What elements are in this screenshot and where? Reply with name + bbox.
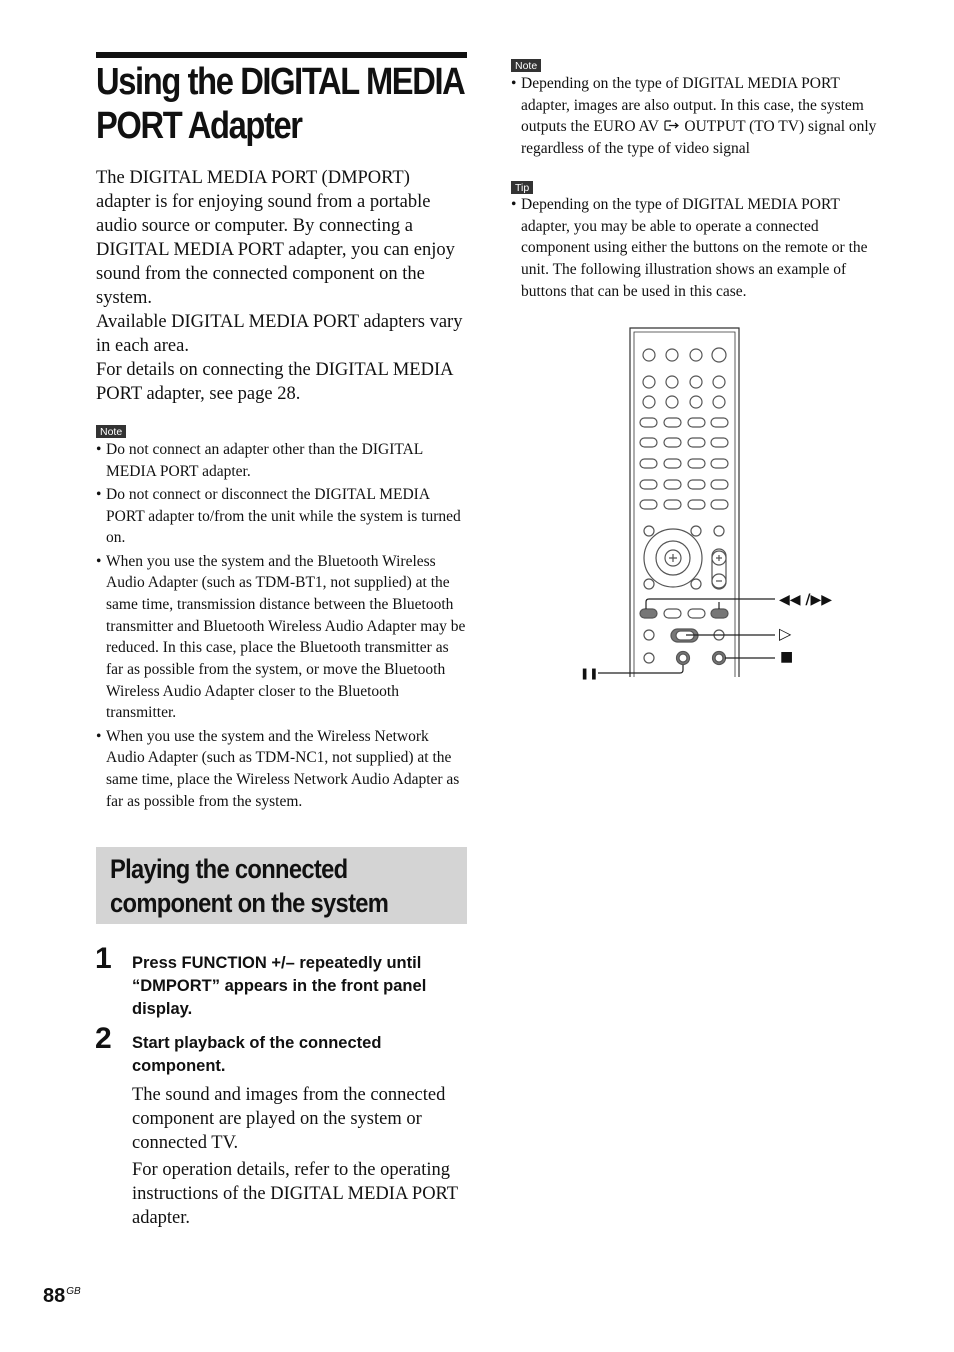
step-paragraph: For operation details, refer to the operating instructions of the DIGITAL MEDIA PORT adapter. — [132, 1160, 458, 1228]
tip-list — [511, 194, 891, 304]
section-title: Playing the connected component on the system — [110, 854, 389, 918]
page-number-suffix: GB — [66, 1286, 81, 1297]
page-number-value: 88 — [43, 1285, 66, 1307]
step-number: 2 — [95, 1022, 112, 1055]
pause-label: ❚❚ — [580, 667, 599, 680]
title-rule — [96, 52, 467, 58]
list-item: • Do not connect an adapter other than the DIGITAL MEDIA PORT adapter. — [96, 439, 468, 482]
navigation-pad — [644, 526, 726, 589]
intro-paragraph: Available DIGITAL MEDIA PORT adapters vary in each area. — [96, 312, 463, 356]
list-item: • Depending on the type of DIGITAL MEDIA PORT adapter, you may be able to operate a connected component using either the buttons on the remote or the unit. The following illustration shows an example of buttons that can be used in this case. — [511, 194, 891, 303]
tip-label: Tip — [511, 181, 533, 194]
round-buttons — [643, 348, 726, 408]
note-label: Note — [511, 59, 541, 72]
list-item: • When you use the system and the Bluetooth Wireless Audio Adapter (such as TDM-BT1, not supplied) at the same time, transmission distance between the Bluetooth transmitter and Bluetooth Wireless Audio Adapter may be reduced. In this case, place the Bluetooth transmitter as far as possible from the system, or move the Bluetooth Wireless Audio Adapter closer to the Bluetooth transmitter. — [96, 551, 468, 725]
note-list-left — [96, 439, 468, 814]
step-number: 1 — [95, 942, 112, 975]
note-list-right — [511, 73, 891, 161]
note-badge-right — [511, 56, 541, 74]
note-text-before: Depending on the type of DIGITAL MEDIA PORT adapter, images are also output. In this case, the system outputs the EURO AV — [521, 75, 864, 136]
note-text-after: OUTPUT (TO TV) signal only regardless of the type of video signal — [521, 118, 877, 158]
step-instruction: Start playback of the connected component. — [132, 1034, 382, 1075]
page-title: Using the DIGITAL MEDIA PORT Adapter — [96, 61, 464, 147]
remote-control-illustration — [570, 325, 870, 687]
euro-av-output-icon — [663, 119, 681, 132]
play-label: ▷ — [779, 624, 792, 643]
transport-buttons — [640, 609, 728, 665]
note-badge-left — [96, 422, 126, 440]
page-number — [43, 1285, 81, 1308]
skip-label: ◀◀ /▶▶ — [779, 592, 833, 608]
step-paragraph: The sound and images from the connected component are played on the system or connected TV. — [132, 1085, 446, 1153]
stop-label: ■ — [780, 649, 794, 665]
list-item: • Do not connect or disconnect the DIGITAL MEDIA PORT adapter to/from the unit while the system is turned on. — [96, 484, 468, 549]
step-instruction: Press FUNCTION +/– repeatedly until “DMPORT” appears in the front panel display. — [132, 954, 427, 1018]
list-item — [511, 73, 891, 160]
intro-paragraph: For details on connecting the DIGITAL MEDIA PORT adapter, see page 28. — [96, 360, 453, 404]
step2-description — [132, 1083, 468, 1230]
list-item: • When you use the system and the Wireless Network Audio Adapter (such as TDM-NC1, not supplied) at the same time, place the Wireless Network Audio Adapter as far as possible from the system. — [96, 726, 468, 813]
pill-buttons — [640, 418, 728, 509]
intro-text — [96, 166, 468, 406]
intro-paragraph: The DIGITAL MEDIA PORT (DMPORT) adapter is for enjoying sound from a portable audio source or computer. By connecting a DIGITAL MEDIA PORT adapter, you can enjoy sound from the connected component on the system. — [96, 168, 455, 308]
note-label: Note — [96, 425, 126, 438]
